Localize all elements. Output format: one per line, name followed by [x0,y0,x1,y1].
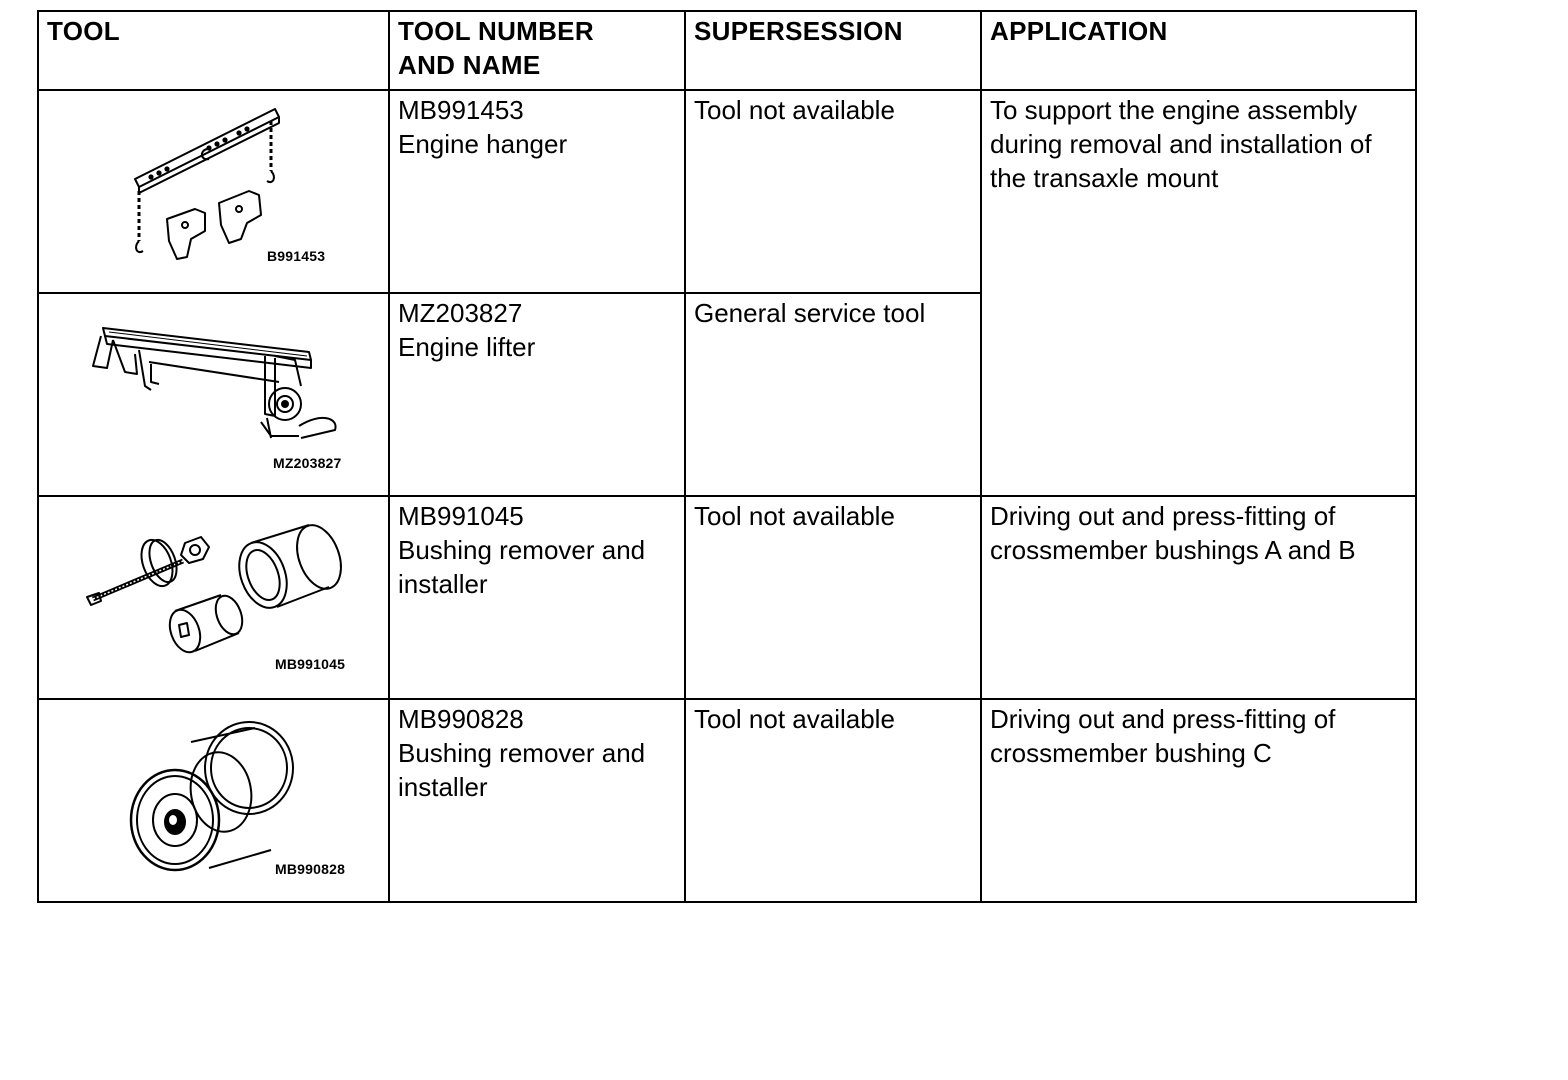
figure-label: MZ203827 [273,455,342,471]
supersession-text: Tool not available [694,704,895,734]
tool-number: MZ203827 [398,298,523,328]
tool-number: MB991045 [398,501,524,531]
header-tool-number-line2: AND NAME [398,50,541,80]
table-row [38,90,1416,293]
tool-name: Engine hanger [398,129,568,159]
supersession-text: General service tool [694,298,926,328]
header-supersession-label: SUPERSESSION [694,16,903,46]
supersession-cell [685,699,981,902]
supersession-cell [685,90,981,293]
supersession-cell [685,496,981,699]
table-header-row [38,11,1416,90]
tool-number-cell [389,90,685,293]
tool-name: Engine lifter [398,332,536,362]
tool-number: MB991453 [398,95,524,125]
header-application [981,11,1416,90]
tool-figure-cell [38,293,389,496]
application-text: Driving out and press-fitting of crossmember bushings A and B [990,501,1356,565]
table-row [38,496,1416,699]
application-text: To support the engine assembly during removal and installation of the transaxle mount [990,95,1372,193]
supersession-text: Tool not available [694,95,895,125]
header-supersession [685,11,981,90]
tool-number: MB990828 [398,704,524,734]
tool-name: Bushing remover and installer [398,738,646,802]
figure-label: B991453 [267,248,326,264]
tool-figure-cell [38,496,389,699]
header-tool [38,11,389,90]
application-cell [981,699,1416,902]
special-tools-table [37,10,1417,903]
figure-label: MB991045 [275,656,346,672]
header-tool-label: TOOL [47,16,120,46]
tool-number-cell [389,293,685,496]
supersession-text: Tool not available [694,501,895,531]
header-application-label: APPLICATION [990,16,1168,46]
application-cell [981,496,1416,699]
tool-number-cell [389,496,685,699]
header-tool-number-line1: TOOL NUMBER [398,16,594,46]
application-cell [981,90,1416,496]
engine-hanger-icon [39,91,390,294]
tool-figure-cell [38,90,389,293]
tool-number-cell [389,699,685,902]
header-tool-number [389,11,685,90]
tool-figure-cell [38,699,389,902]
figure-label: MB990828 [275,861,346,877]
tool-name: Bushing remover and installer [398,535,646,599]
application-text: Driving out and press-fitting of crossmember bushing C [990,704,1336,768]
table-row [38,699,1416,902]
supersession-cell [685,293,981,496]
